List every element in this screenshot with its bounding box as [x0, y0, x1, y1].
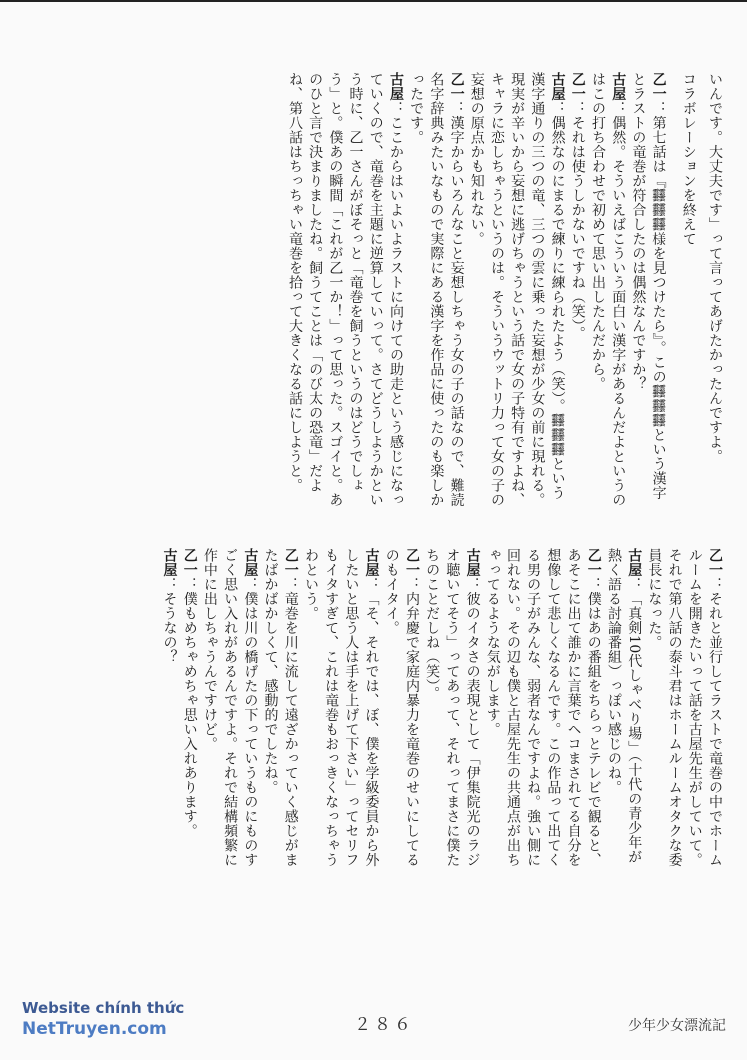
speaker-colon: ： [282, 577, 299, 592]
dialogue-line [406, 72, 467, 512]
dialogue-text: 僕もめちゃめちゃ思い入れあります。 [181, 591, 198, 838]
speaker-colon: ： [626, 577, 643, 592]
dialogue-line [628, 72, 668, 512]
speaker-label: 乙一 [282, 548, 299, 577]
dialogue-text: 「そ、それでは、ぼ、僕を学級委員から外したいと思う人は手を上げて下さい」ってセリフもイタすぎて、これは竜巻もおっきくなっちゃうわという。 [302, 548, 380, 867]
dialogue-text: それは使うしかないですね（笑）。 [569, 115, 586, 341]
speaker-colon: ： [650, 101, 667, 116]
continuation-line: いんです。大丈夫です」って言ってあげたかったんですよ。 [707, 72, 723, 464]
dialogue-line [382, 548, 422, 878]
speaker-label: 古屋 [464, 548, 481, 577]
speaker-label: 古屋 [549, 72, 566, 101]
dialogue-text: 内弁慶で家庭内暴力を竜巻のせいにしてるのもイタイ。 [383, 548, 420, 867]
speaker-colon: ： [549, 101, 566, 116]
dialogue-line [467, 72, 568, 512]
bottom-text-block [159, 548, 725, 878]
dialogue-line [159, 548, 179, 878]
speaker-colon: ： [181, 577, 198, 592]
speaker-colon: ： [242, 577, 259, 592]
speaker-colon: ： [610, 101, 627, 116]
speaker-label: 古屋 [610, 72, 627, 101]
dialogue-line [644, 548, 725, 878]
speaker-label: 古屋 [363, 548, 380, 577]
dialogue-line [568, 72, 588, 512]
dialogue-text: 彼のイタさの表現として「伊集院光のラジオ聴いてそう」ってあって、それってまさに僕たちのことだしね（笑）。 [424, 548, 481, 867]
dialogue-text: それと並行してラストで竜巻の中でホームルームを開きたいって話を古屋先生がしていて。それで第八話の泰斗君はホームルームオタクな委員長になった。 [646, 548, 723, 867]
dialogue-line [483, 548, 604, 878]
speaker-colon: ： [161, 577, 178, 592]
speaker-label: 乙一 [585, 548, 602, 577]
dialogue-line [260, 548, 300, 878]
page-number: ２８６ [354, 1015, 414, 1035]
speaker-label: 乙一 [650, 72, 667, 101]
dialogue-text: 僕はあの番組をちらっとテレビで観ると、あそこに出て誰かに言葉でヘコまされてる自分を想像して悲しくなるんです。この作品って出てくる男の子がみんな、弱者なんですよね。強い側に回れない。その辺も僕と古屋先生の共通点が出ちゃってるような気がします。 [484, 548, 602, 867]
top-border [0, 0, 747, 2]
watermark-line-1: Website chính thức [22, 999, 185, 1017]
dialogue-text: 「真剣10代しゃべり場」（十代の青少年が熱く語る討論番組）っぽい感じのね。 [605, 548, 643, 865]
dialogue-line [180, 548, 200, 878]
speaker-colon: ： [569, 101, 586, 116]
running-head: 少年少女漂流記 [628, 1018, 726, 1034]
speaker-label: 古屋 [626, 548, 643, 577]
section-heading: コラボレーションを終えて [680, 72, 697, 246]
speaker-colon: ： [585, 577, 602, 592]
speaker-label: 古屋 [387, 72, 404, 101]
speaker-label: 古屋 [242, 548, 259, 577]
speaker-colon: ： [707, 577, 723, 592]
dialogue-line [285, 72, 406, 512]
dialogue-text: 竜巻を川に流して遠ざかっていく感じがまたばかばかしくて、感動的でしたね。 [262, 548, 299, 867]
dialogue-text: 第七話は『𩇔𩇔𩇔様を見つけたら』。この𩇔𩇔𩇔という漢字とラストの竜巻が符合したのは偶然なんですか？ [630, 72, 667, 500]
speaker-label: 乙一 [448, 72, 465, 101]
speaker-colon: ： [464, 577, 481, 592]
speaker-label: 乙一 [707, 548, 723, 577]
dialogue-line [422, 548, 483, 878]
speaker-colon: ： [363, 577, 380, 592]
speaker-label: 乙一 [569, 72, 586, 101]
speaker-label: 古屋 [161, 548, 178, 577]
dialogue-line [604, 548, 644, 878]
speaker-colon: ： [448, 101, 465, 116]
speaker-colon: ： [387, 101, 404, 116]
dialogue-text: 僕は川の橋げたの下っていうものにものすごく思い入れがあるんですよ。それで結構頻繁に作中に出しちゃうんですけど。 [201, 548, 259, 867]
dialogue-line [301, 548, 382, 878]
speaker-colon: ： [403, 577, 420, 592]
dialogue-text: 漢字からいろんなこと妄想しちゃう女の子の話なので、難読名字辞典みたいなもので実際にある漢字を作品に使ったのも楽しかったです。 [408, 72, 465, 507]
dialogue-text: そうなの？ [161, 591, 178, 664]
dialogue-line [200, 548, 261, 878]
dialogue-text: 偶然。そういえばこういう面白い漢字があるんだよというのはこの打ち合わせで初めて思い出したんだから。 [589, 72, 627, 507]
dialogue-line [588, 72, 628, 512]
dialogue-text: ここからはいよいよラストに向けての助走という感じになっていくので、竜巻を主題に逆算していって。さてどうしようかという時に、乙一さんがぼそっと「竜巻を飼うというのはどうでしょう」と。僕あの瞬間「これが乙一か！」って思った。スゴイと。あのひと言で決まりましたね。飼うてことは「のび太の恐竜」だよね、第八話はちっちゃい竜巻を拾って大きくなる話にしようと。 [286, 72, 404, 507]
dialogue-text: 偶然なのにまるで練りに練られたよう（笑）。𩇔𩇔𩇔という漢字通りの三つの竜、三つの雲に乗った妄想が少女の前に現れる。現実が辛いから妄想に逃げちゃうという話で女の子特有ですよね、キャラに恋しちゃうというのは。そういうウットリ力って女の子の妄想の原点かも知れない。 [468, 72, 566, 507]
speaker-label: 乙一 [181, 548, 198, 577]
speaker-label: 乙一 [403, 548, 420, 577]
top-text-block [285, 72, 725, 512]
watermark-line-2: NetTruyen.com [22, 1019, 167, 1039]
